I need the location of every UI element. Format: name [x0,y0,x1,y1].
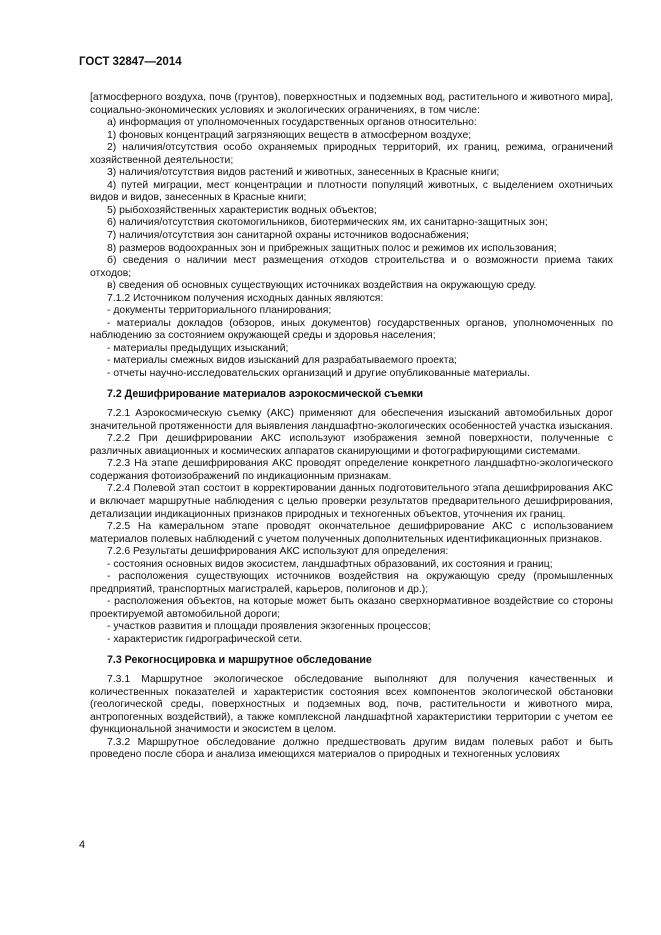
paragraph: 7) наличия/отсутствия зон санитарной охраны источников водоснабжения; [107,230,469,242]
document-body [90,92,613,762]
paragraph: - расположения существующих источников воздействия на окружающую среду (промышленных предприятий, транспортных магистралей, карьеров, полигонов и др.); [90,571,613,595]
paragraph: 7.2.4 Полевой этап состоит в корректировании данных подготовительного этапа дешифрирования АКС и включает маршрутные наблюдения с целью проверки результатов предварительного дешифрирования, детализации индикационных признаков природных и техногенных объектов, уточнения их границ. [90,483,613,520]
paragraph: 7.2.1 Аэрокосмическую съемку (АКС) применяют для обеспечения изысканий автомобильных дорог значительной протяженности для выявления ландшафтно-экологических особенностей участка изыскания. [90,408,613,432]
paragraph: 6) наличия/отсутствия скотомогильников, биотермических ям, их санитарно-защитных зон; [107,217,548,229]
paragraph: [атмосферного воздуха, почв (грунтов), поверхностных и подземных вод, растительного и животного мира], социально-экономических условиях и экологических ограничениях, в том числе: [90,92,613,116]
document-header: ГОСТ 32847—2014 [79,56,182,68]
paragraph: 7.2.6 Результаты дешифрирования АКС используют для определения: [107,546,449,558]
paragraph: в) сведения об основных существующих источниках воздействия на окружающую среду. [107,280,537,292]
paragraph: 3) наличия/отсутствия видов растений и животных, занесенных в Красные книги; [107,167,500,179]
paragraph: 4) путей миграции, мест концентрации и плотности популяций животных, с выделением охотничьих видов и видов, занесенных в Красные книги; [90,179,613,204]
paragraph: 1) фоновых концентраций загрязняющих веществ в атмосферном воздухе; [107,129,472,141]
paragraph: - материалы докладов (обзоров, иных документов) государственных органов, уполномоченных по наблюдению за состоянием окружающей среды и здоровья населения; [90,317,613,342]
paragraph: - материалы смежных видов изысканий для разрабатываемого проекта; [107,355,458,367]
paragraph: - состояния основных видов экосистем, ландшафтных образований, их состояния и границ; [107,558,553,570]
paragraph: 2) наличия/отсутствия особо охраняемых природных территорий, их границ, режима, ограничений хозяйственной деятельности; [90,142,613,166]
paragraph: б) сведения о наличии мест размещения отходов строительства и о возможности приема таких отходов; [90,255,613,279]
paragraph: 7.3.1 Маршрутное экологическое обследование выполняют для получения качественных и количественных показателей и характеристик состояния всех компонентов экологической обстановки (геологической среды, поверхностных и подземных вод, почв, растительности и животного мира, антропогенных воздействий), а также комплексной ландшафтной характеристики территории с учетом ее функциональной значимости и экосистем в целом. [90,674,613,736]
paragraph: 7.1.2 Источником получения исходных данных являются: [107,292,384,304]
paragraph: а) информация от уполномоченных государственных органов относительно: [107,117,477,129]
paragraph: 5) рыбохозяйственных характеристик водных объектов; [107,204,377,216]
section-heading: 7.3 Рекогносцировка и маршрутное обследование [107,653,372,666]
paragraph: 7.2.3 На этапе дешифрирования АКС проводят определение конкретного ландшафтно-экологического содержания фотоизображений по индикационным признакам. [90,458,613,482]
section-heading: 7.2 Дешифрирование материалов аэрокосмической съемки [107,387,424,400]
paragraph: 7.2.5 На камеральном этапе проводят окончательное дешифрирование АКС с использованием материалов полевых наблюдений с учетом полученных дополнительных идентификационных признаков. [90,521,613,545]
paragraph: - характеристик гидрографической сети. [107,633,303,645]
paragraph: - расположения объектов, на которые может быть оказано сверхнормативное воздействие со стороны проектируемой автомобильной дороги; [90,596,613,620]
page-number: 4 [79,839,86,851]
paragraph: - материалы предыдущих изысканий; [107,342,289,354]
paragraph: - отчеты научно-исследовательских организаций и другие опубликованные материалы. [107,368,530,380]
paragraph: - документы территориального планирования; [107,305,332,317]
paragraph: - участков развития и площади проявления экзогенных процессов; [107,621,431,633]
paragraph: 7.3.2 Маршрутное обследование должно предшествовать другим видам полевых работ и быть проведено после сбора и анализа имеющихся материалов о природных и техногенных условиях [90,736,613,761]
paragraph: 7.2.2 При дешифрировании АКС используют изображения земной поверхности, полученные с различных авиационных и космических аппаратов сканирующими и фотографирующими системами. [90,433,613,457]
paragraph: 8) размеров водоохранных зон и прибрежных защитных полос и режимов их использования; [107,242,557,254]
